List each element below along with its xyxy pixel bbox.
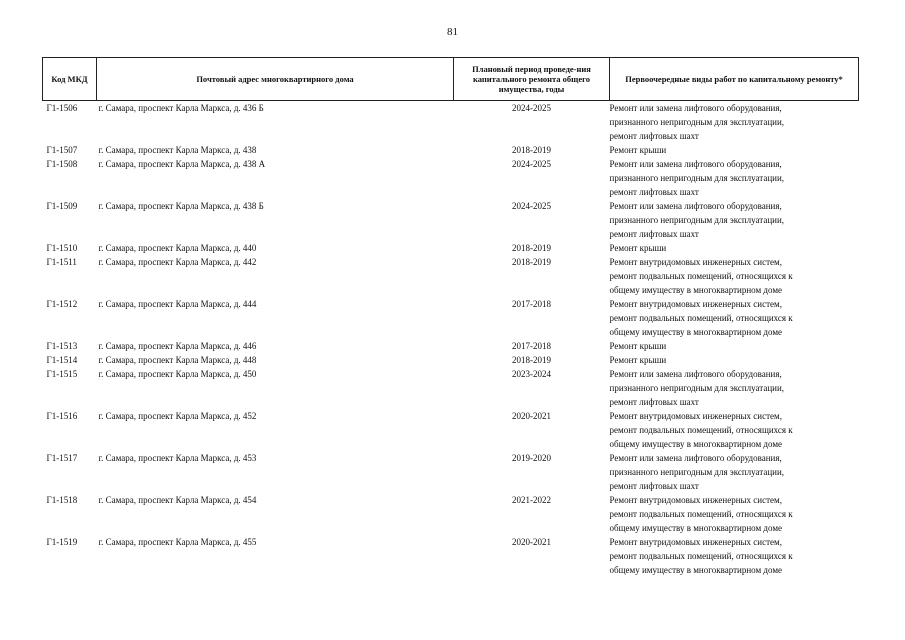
row-works (610, 199, 859, 241)
row-code: Г1-1519 (46, 537, 78, 547)
works-line: ремонт подвальных помещений, относящихся к (609, 425, 793, 435)
row-code: Г1-1509 (46, 201, 78, 211)
table-row (43, 255, 859, 297)
table-row (43, 493, 859, 535)
row-period: 2024-2025 (512, 159, 551, 169)
row-period: 2019-2020 (512, 453, 551, 463)
row-code: Г1-1516 (46, 411, 78, 421)
row-address: г. Самара, проспект Карла Маркса, д. 452 (98, 411, 257, 421)
table-row (43, 367, 859, 409)
row-address: г. Самара, проспект Карла Маркса, д. 438 (98, 145, 257, 155)
row-address: г. Самара, проспект Карла Маркса, д. 448 (98, 355, 257, 365)
works-line: ремонт подвальных помещений, относящихся к (609, 313, 793, 323)
table-row (43, 241, 859, 255)
works-line: Ремонт или замена лифтового оборудования, (609, 201, 782, 211)
row-works (610, 255, 859, 297)
works-line: ремонт лифтовых шахт (609, 229, 699, 239)
works-line: Ремонт внутридомовых инженерных систем, (609, 411, 782, 421)
row-period: 2020-2021 (512, 411, 551, 421)
row-works (610, 535, 859, 577)
table-row (43, 199, 859, 241)
row-address: г. Самара, проспект Карла Маркса, д. 453 (98, 453, 257, 463)
row-address: г. Самара, проспект Карла Маркса, д. 446 (98, 341, 257, 351)
works-line: признанного непригодным для эксплуатации, (609, 117, 785, 127)
header-address: Почтовый адрес многоквартирного дома (97, 58, 454, 101)
works-line: Ремонт или замена лифтового оборудования, (609, 453, 782, 463)
page-number: 81 (447, 26, 458, 38)
table-row (43, 451, 859, 493)
works-line: Ремонт крыши (609, 243, 667, 253)
works-line: общему имуществу в многоквартирном доме (609, 439, 783, 449)
row-period: 2021-2022 (512, 495, 551, 505)
works-line: Ремонт внутридомовых инженерных систем, (609, 537, 782, 547)
row-code: Г1-1515 (46, 369, 78, 379)
table-header (43, 58, 859, 101)
table-row (43, 157, 859, 199)
row-address: г. Самара, проспект Карла Маркса, д. 455 (98, 537, 257, 547)
row-works (610, 451, 859, 493)
row-code: Г1-1512 (46, 299, 78, 309)
header-works: Первоочередные виды работ по капитальному ремонту* (610, 58, 859, 101)
table-row (43, 353, 859, 367)
works-line: Ремонт крыши (609, 145, 667, 155)
works-line: ремонт подвальных помещений, относящихся к (609, 271, 793, 281)
header-period: Плановый период проведе-ния капитального ремонта общего имущества, годы (454, 58, 610, 101)
table-row (43, 339, 859, 353)
works-line: Ремонт крыши (609, 341, 667, 351)
row-works (610, 297, 859, 339)
row-address: г. Самара, проспект Карла Маркса, д. 436 Б (98, 103, 264, 113)
row-period: 2018-2019 (512, 355, 551, 365)
row-works (610, 367, 859, 409)
table-row (43, 409, 859, 451)
works-line: ремонт подвальных помещений, относящихся к (609, 509, 793, 519)
row-works (610, 409, 859, 451)
header-code: Код МКД (43, 58, 97, 101)
row-address: г. Самара, проспект Карла Маркса, д. 438 А (98, 159, 266, 169)
works-line: общему имуществу в многоквартирном доме (609, 565, 783, 575)
row-works (610, 143, 859, 157)
row-code: Г1-1517 (46, 453, 78, 463)
row-period: 2024-2025 (512, 103, 551, 113)
works-line: признанного непригодным для эксплуатации, (609, 467, 785, 477)
table-row (43, 297, 859, 339)
row-address: г. Самара, проспект Карла Маркса, д. 442 (98, 257, 257, 267)
row-period: 2018-2019 (512, 257, 551, 267)
row-works (610, 101, 859, 144)
row-period: 2018-2019 (512, 145, 551, 155)
row-address: г. Самара, проспект Карла Маркса, д. 438 Б (98, 201, 264, 211)
row-period: 2018-2019 (512, 243, 551, 253)
works-line: Ремонт крыши (609, 355, 667, 365)
table-body (43, 101, 859, 578)
works-line: ремонт лифтовых шахт (609, 481, 699, 491)
row-period: 2020-2021 (512, 537, 551, 547)
row-code: Г1-1507 (46, 145, 78, 155)
row-code: Г1-1506 (46, 103, 78, 113)
works-line: ремонт лифтовых шахт (609, 131, 699, 141)
row-works (610, 157, 859, 199)
row-address: г. Самара, проспект Карла Маркса, д. 444 (98, 299, 257, 309)
works-line: признанного непригодным для эксплуатации, (609, 215, 785, 225)
works-line: ремонт лифтовых шахт (609, 187, 699, 197)
row-works (610, 241, 859, 255)
works-line: признанного непригодным для эксплуатации, (609, 173, 785, 183)
works-line: Ремонт или замена лифтового оборудования, (609, 103, 782, 113)
works-line: ремонт лифтовых шахт (609, 397, 699, 407)
row-code: Г1-1514 (46, 355, 78, 365)
works-line: Ремонт внутридомовых инженерных систем, (609, 257, 782, 267)
row-address: г. Самара, проспект Карла Маркса, д. 440 (98, 243, 257, 253)
row-code: Г1-1511 (46, 257, 77, 267)
row-period: 2023-2024 (512, 369, 551, 379)
table-row (43, 143, 859, 157)
row-address: г. Самара, проспект Карла Маркса, д. 450 (98, 369, 257, 379)
row-period: 2024-2025 (512, 201, 551, 211)
table-row (43, 101, 859, 144)
capital-repair-table (42, 57, 859, 577)
row-code: Г1-1510 (46, 243, 78, 253)
row-code: Г1-1508 (46, 159, 78, 169)
row-works (610, 339, 859, 353)
works-line: признанного непригодным для эксплуатации, (609, 383, 785, 393)
row-period: 2017-2018 (512, 341, 551, 351)
works-line: общему имуществу в многоквартирном доме (609, 285, 783, 295)
works-line: общему имуществу в многоквартирном доме (609, 523, 783, 533)
works-line: Ремонт или замена лифтового оборудования, (609, 369, 782, 379)
works-line: общему имуществу в многоквартирном доме (609, 327, 783, 337)
row-code: Г1-1518 (46, 495, 78, 505)
row-address: г. Самара, проспект Карла Маркса, д. 454 (98, 495, 257, 505)
table-row (43, 535, 859, 577)
row-works (610, 353, 859, 367)
works-line: Ремонт или замена лифтового оборудования, (609, 159, 782, 169)
row-works (610, 493, 859, 535)
works-line: Ремонт внутридомовых инженерных систем, (609, 299, 782, 309)
row-period: 2017-2018 (512, 299, 551, 309)
works-line: ремонт подвальных помещений, относящихся к (609, 551, 793, 561)
works-line: Ремонт внутридомовых инженерных систем, (609, 495, 782, 505)
row-code: Г1-1513 (46, 341, 78, 351)
